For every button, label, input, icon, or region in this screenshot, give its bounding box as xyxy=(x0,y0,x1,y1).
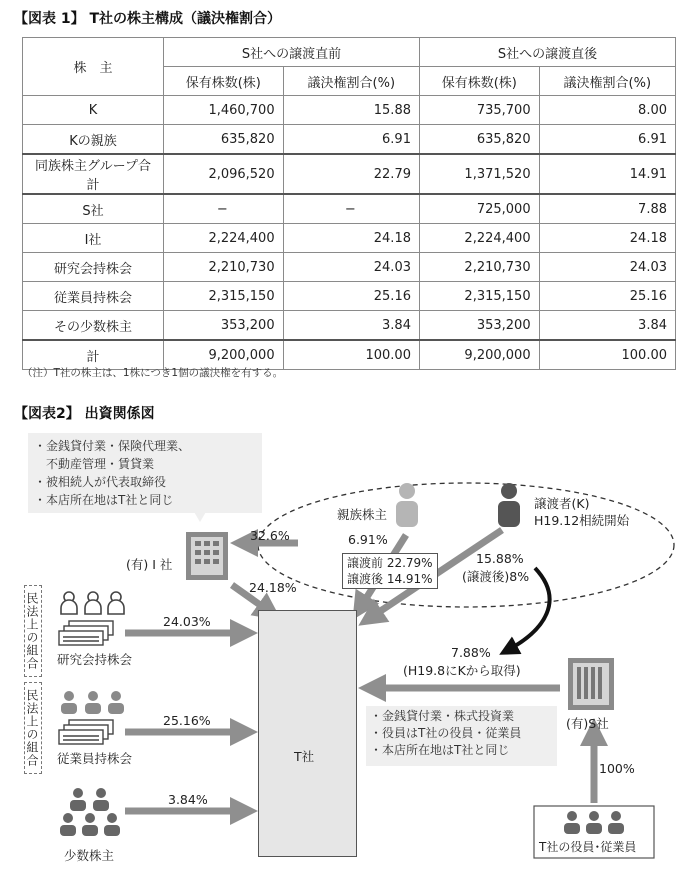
row-name: K xyxy=(23,96,164,125)
row-name: 従業員持株会 xyxy=(23,282,164,311)
callout-s-line: ・本店所在地はT社と同じ xyxy=(370,743,510,757)
cell-ratio-after: 6.91 xyxy=(539,125,675,155)
cell-ratio-after: 100.00 xyxy=(539,340,675,370)
cell-shares-before: 2,210,730 xyxy=(164,253,284,282)
callout-s-line: ・金銭貸付業・株式投資業 xyxy=(370,709,515,723)
subheader-ratio-after: 議決権割合(%) xyxy=(539,67,675,96)
callout-i-line: ・被相続人が代表取締役 xyxy=(34,475,167,489)
cell-ratio-before: 100.00 xyxy=(283,340,419,370)
cell-ratio-after: 3.84 xyxy=(539,311,675,341)
row-name: S社 xyxy=(23,194,164,224)
people-icon-employee xyxy=(61,691,124,714)
i-company-callout xyxy=(28,433,262,513)
row-name: 研究会持株会 xyxy=(23,253,164,282)
s-company-label: (有)S社 xyxy=(566,716,609,731)
minority-label: 少数株主 xyxy=(64,848,115,863)
i-to-t-pct: 24.18% xyxy=(249,580,297,595)
t-company-label: T社 xyxy=(294,749,315,764)
callout-s-line: ・役員はT社の役員・従業員 xyxy=(370,726,522,740)
row-name: 同族株主グループ合計 xyxy=(23,154,164,194)
cell-ratio-after: 24.03 xyxy=(539,253,675,282)
t-to-i-pct: 32.6% xyxy=(250,528,290,543)
cell-shares-after: 353,200 xyxy=(419,311,539,341)
group-pct-box xyxy=(342,553,438,589)
group-before-pct: 譲渡前 22.79% xyxy=(347,556,433,570)
subheader-shares-after: 保有株数(株) xyxy=(419,67,539,96)
employee-pct: 25.16% xyxy=(163,713,211,728)
cell-shares-before: 2,224,400 xyxy=(164,224,284,253)
cell-shares-before: 9,200,000 xyxy=(164,340,284,370)
cell-ratio-after: 14.91 xyxy=(539,154,675,194)
figure2-title: 【図表2】 出資関係図 xyxy=(14,406,155,422)
cell-ratio-before: 24.03 xyxy=(283,253,419,282)
documents-icon-research xyxy=(59,621,113,645)
person-icon-relatives xyxy=(396,483,418,527)
callout-i-line: 不動産管理・賃貸業 xyxy=(34,457,155,471)
person-icon-transferor xyxy=(498,483,520,527)
minority-pct: 3.84% xyxy=(168,792,208,807)
documents-icon-employee xyxy=(59,720,113,744)
row-name: Kの親族 xyxy=(23,125,164,155)
row-name: 計 xyxy=(23,340,164,370)
figure1-title: 【図表 1】 T社の株主構成（議決権割合） xyxy=(14,11,282,27)
officers-label: T社の役員･従業員 xyxy=(539,840,637,854)
header-holder: 株 主 xyxy=(23,38,164,96)
cell-shares-before: 635,820 xyxy=(164,125,284,155)
cell-ratio-after: 8.00 xyxy=(539,96,675,125)
civil-partnership-label-2: 民法上の組合 xyxy=(24,682,42,774)
cell-ratio-after: 7.88 xyxy=(539,194,675,224)
officers-pct: 100% xyxy=(599,761,635,776)
row-name: その少数株主 xyxy=(23,311,164,341)
relatives-pct: 6.91% xyxy=(348,532,388,547)
table-note: （注）T社の株主は、1株につき1個の議決権を有する。 xyxy=(22,367,284,379)
cell-shares-before: 2,315,150 xyxy=(164,282,284,311)
people-icon-research xyxy=(61,592,124,614)
callout-i-line: ・本店所在地はT社と同じ xyxy=(34,493,174,507)
cell-shares-after: 2,315,150 xyxy=(419,282,539,311)
cell-ratio-after: 25.16 xyxy=(539,282,675,311)
cell-shares-before: − xyxy=(164,194,284,224)
cell-ratio-after: 24.18 xyxy=(539,224,675,253)
building-icon-s xyxy=(568,658,614,710)
employee-label: 従業員持株会 xyxy=(57,751,133,766)
cell-ratio-before: 25.16 xyxy=(283,282,419,311)
cell-ratio-before: 3.84 xyxy=(283,311,419,341)
family-group-ellipse xyxy=(258,483,674,607)
cell-ratio-before: 15.88 xyxy=(283,96,419,125)
cell-shares-after: 2,224,400 xyxy=(419,224,539,253)
cell-shares-after: 1,371,520 xyxy=(419,154,539,194)
civil-partnership-label-1: 民法上の組合 xyxy=(24,585,42,677)
s-pct: 7.88% xyxy=(451,645,491,660)
transferor-label: 譲渡者(K) xyxy=(534,496,590,511)
cell-ratio-before: 6.91 xyxy=(283,125,419,155)
relatives-label: 親族株主 xyxy=(337,507,388,522)
people-icon-minority xyxy=(60,788,120,836)
cell-ratio-before: 22.79 xyxy=(283,154,419,194)
transferor-note: H19.12相続開始 xyxy=(534,513,630,528)
subheader-shares-before: 保有株数(株) xyxy=(164,67,284,96)
research-pct: 24.03% xyxy=(163,614,211,629)
research-label: 研究会持株会 xyxy=(57,652,133,667)
header-after: S社への譲渡直後 xyxy=(419,38,675,67)
cell-ratio-before: − xyxy=(283,194,419,224)
cell-shares-after: 2,210,730 xyxy=(419,253,539,282)
cell-ratio-before: 24.18 xyxy=(283,224,419,253)
group-after-pct: 譲渡後 14.91% xyxy=(347,572,433,586)
callout-i-line: ・金銭貸付業・保険代理業、 xyxy=(34,439,191,453)
cell-shares-before: 353,200 xyxy=(164,311,284,341)
s-pct-note: (H19.8にKから取得) xyxy=(403,663,521,678)
cell-shares-after: 735,700 xyxy=(419,96,539,125)
i-company-label: (有) I 社 xyxy=(126,557,173,572)
s-company-callout xyxy=(366,706,557,766)
header-before: S社への譲渡直前 xyxy=(164,38,420,67)
building-icon-i xyxy=(186,532,228,580)
t-company-box xyxy=(258,610,357,857)
subheader-ratio-before: 議決権割合(%) xyxy=(283,67,419,96)
cell-shares-before: 2,096,520 xyxy=(164,154,284,194)
k-pct: 15.88% xyxy=(476,551,524,566)
cell-shares-after: 725,000 xyxy=(419,194,539,224)
cell-shares-after: 9,200,000 xyxy=(419,340,539,370)
cell-shares-before: 1,460,700 xyxy=(164,96,284,125)
row-name: I社 xyxy=(23,224,164,253)
k-pct-after: (譲渡後)8% xyxy=(462,569,530,584)
cell-shares-after: 635,820 xyxy=(419,125,539,155)
